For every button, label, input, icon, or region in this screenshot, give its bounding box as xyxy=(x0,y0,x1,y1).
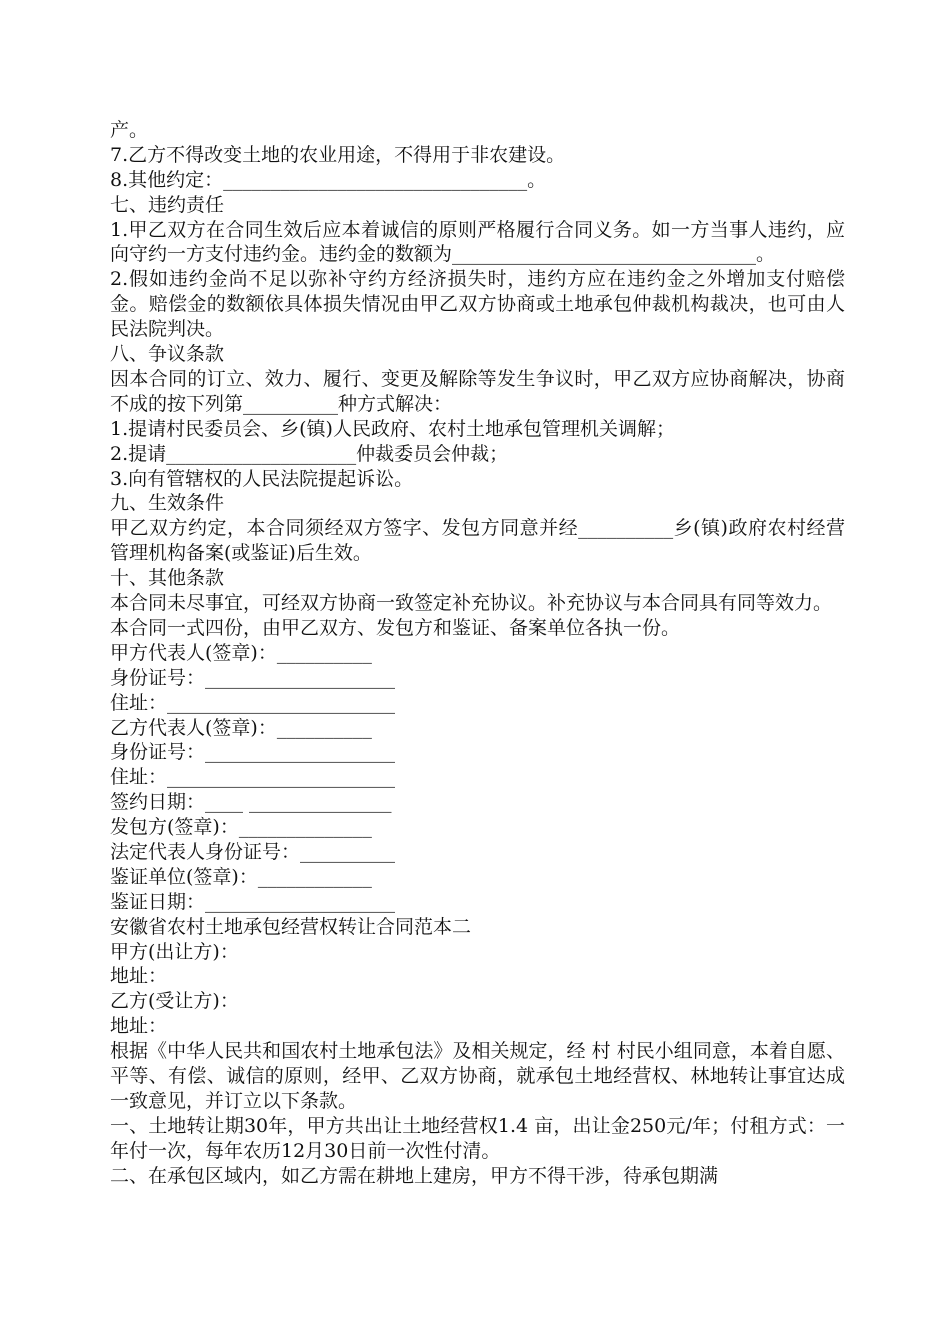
section-heading-9: 九、生效条件 xyxy=(110,492,225,515)
section-heading-8: 八、争议条款 xyxy=(110,343,225,366)
preamble-paragraph: 根据《中华人民共和国农村土地承包法》及相关规定，经 村 村民小组同意，本着自愿、平等、有偿、诚信的原则，经甲、乙双方协商，就承包土地经营权、林地转让事宜达成一致意见，并订立以下条款。 xyxy=(110,1040,845,1112)
party-b-transferee: 乙方(受让方)： xyxy=(110,990,239,1013)
clause-7: 7.乙方不得改变土地的农业用途，不得用于非农建设。 xyxy=(110,143,566,166)
effective-paragraph: 甲乙双方约定，本合同须经双方签字、发包方同意并经__________乡(镇)政府农村经营管理机构备案(或鉴证)后生效。 xyxy=(110,517,845,565)
text-line: 产。 xyxy=(110,119,149,141)
dispute-option-2: 2.提请____________________仲裁委员会仲裁； xyxy=(110,442,509,465)
certifying-unit: 鉴证单位(签章)：____________ xyxy=(110,865,372,888)
other-terms-paragraph: 本合同未尽事宜，可经双方协商一致签定补充协议。补充协议与本合同具有同等效力。 xyxy=(110,592,833,615)
party-a-representative: 甲方代表人(签章)：__________ xyxy=(110,641,372,664)
party-b-representative: 乙方代表人(签章)：__________ xyxy=(110,716,372,739)
party-b-address: 住址：________________________ xyxy=(110,766,396,789)
certification-date: 鉴证日期：____________________ xyxy=(110,890,396,913)
party-a-transferor: 甲方(出让方)： xyxy=(110,940,239,963)
party-a-id-number: 身份证号：____________________ xyxy=(110,666,396,689)
legal-rep-id-number: 法定代表人身份证号：__________ xyxy=(110,840,396,863)
template-2-title: 安徽省农村土地承包经营权转让合同范本二 xyxy=(110,915,472,938)
party-a-address: 住址：________________________ xyxy=(110,691,396,714)
section-heading-10: 十、其他条款 xyxy=(110,567,225,590)
signing-date: 签约日期：____ _______________ xyxy=(110,791,392,814)
copies-line: 本合同一式四份，由甲乙双方、发包方和鉴证、备案单位各执一份。 xyxy=(110,616,681,639)
dispute-paragraph: 因本合同的订立、效力、履行、变更及解除等发生争议时，甲乙双方应协商解决，协商不成的按下列第__________种方式解决： xyxy=(110,367,845,415)
party-b-id-number: 身份证号：____________________ xyxy=(110,741,396,764)
clause-8: 8.其他约定：________________________________。 xyxy=(110,168,547,191)
section-heading-7: 七、违约责任 xyxy=(110,193,225,216)
dispute-option-1: 1.提请村民委员会、乡(镇)人民政府、农村土地承包管理机关调解； xyxy=(110,417,675,440)
dispute-option-3: 3.向有管辖权的人民法院提起诉讼。 xyxy=(110,467,414,490)
party-a-address-label: 地址： xyxy=(110,965,168,988)
party-b-address-label: 地址： xyxy=(110,1015,168,1038)
breach-clause-2: 2.假如违约金尚不足以弥补守约方经济损失时，违约方应在违约金之外增加支付赔偿金。赔偿金的数额依具体损失情况由甲乙双方协商或土地承包仲裁机构裁决，也可由人民法院判决。 xyxy=(110,268,845,341)
document-page xyxy=(110,118,845,1189)
article-1-paragraph: 一、土地转让期30年，甲方共出让土地经营权1.4 亩，出让金250元/年；付租方式：一年付一次，每年农历12月30日前一次性付清。 xyxy=(110,1114,845,1162)
breach-clause-1: 1.甲乙双方在合同生效后应本着诚信的原则严格履行合同义务。如一方当事人违约，应向守约一方支付违约金。违约金的数额为________________________________。 xyxy=(110,218,845,266)
contractor-signature: 发包方(签章)：______________ xyxy=(110,816,372,839)
article-2-paragraph: 二、在承包区域内，如乙方需在耕地上建房，甲方不得干涉，待承包期满 xyxy=(110,1164,719,1187)
